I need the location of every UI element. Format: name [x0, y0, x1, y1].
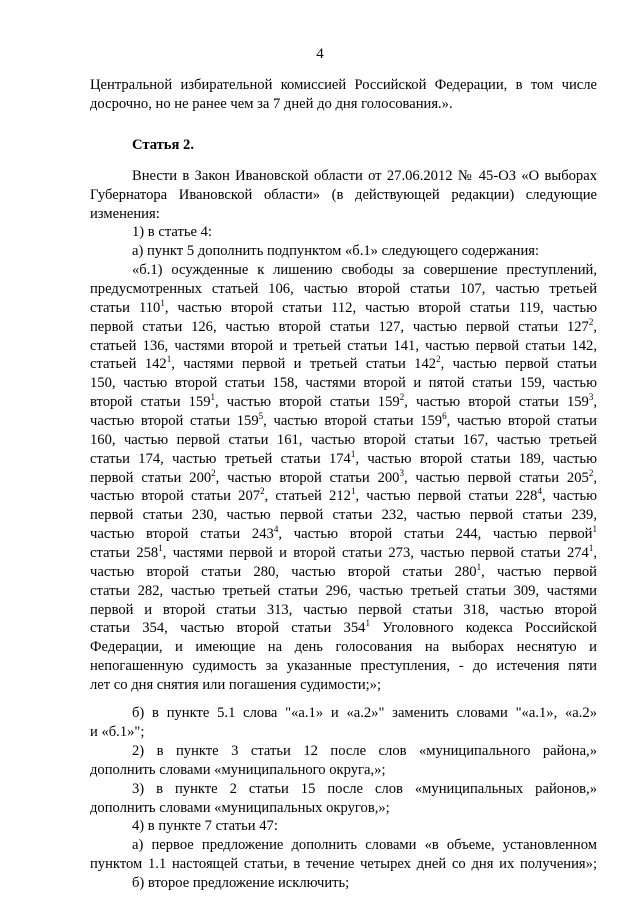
text-line: статьей 136, частями второй и третьей статьи 141, частью первой статьи 142, [90, 338, 597, 354]
text-segment: , [593, 319, 597, 335]
text-line: непогашенную судимость за указанные преступления, - до истечения пяти [90, 658, 597, 674]
superscript: 1 [210, 392, 216, 402]
superscript: 6 [442, 411, 447, 421]
text-line: дополнить словами «муниципального округа,»; [90, 762, 386, 778]
superscript: 3 [399, 468, 404, 478]
text-segment: , частью второй статьи 159 [404, 394, 589, 410]
text-line [90, 562, 597, 582]
text-segment: , частями первой и второй статьи 273, частью первой статьи 274 [162, 545, 589, 561]
superscript: 2 [588, 317, 594, 327]
text-segment: , [593, 470, 597, 486]
text-line [90, 298, 597, 318]
text-segment: частью второй статьи 280, частью второй статьи 280 [90, 564, 477, 580]
superscript: 2 [588, 468, 594, 478]
text-segment: , [593, 394, 597, 410]
text-segment: , частью второй статьи [446, 413, 597, 429]
superscript: 2 [260, 486, 265, 496]
text-line [90, 317, 597, 337]
text-line: б) второе предложение исключить; [132, 875, 350, 891]
text-segment: , частью первой статьи 228 [355, 488, 538, 504]
text-line: 2) в пункте 3 статьи 12 после слов «муниципального района,» [132, 743, 597, 759]
superscript: 1 [350, 486, 356, 496]
superscript: 2 [436, 354, 441, 364]
text-line: 4) в пункте 7 статьи 47: [132, 818, 278, 834]
text-line: Губернатора Ивановской области» (в действующей редакции) следующие [90, 187, 597, 203]
text-segment: , статьей 212 [264, 488, 351, 504]
text-segment: статьи 258 [90, 545, 159, 561]
text-line [90, 618, 597, 638]
text-segment: Уголовного кодекса Российской [369, 620, 597, 636]
superscript: 1 [158, 543, 163, 553]
text-line: изменения: [90, 206, 160, 222]
text-segment: , частью второй статьи 200 [215, 470, 400, 486]
superscript: 1 [592, 524, 597, 534]
text-line [90, 449, 597, 469]
text-line: лет со дня снятия или погашения судимости;»; [90, 677, 382, 693]
superscript: 3 [588, 392, 594, 402]
superscript: 4 [537, 486, 542, 496]
text-segment: , частью второй статьи 159 [263, 413, 443, 429]
text-line: первой и второй статьи 313, частью первой статьи 318, частью второй [90, 602, 597, 618]
text-segment: , частью первой статьи [440, 356, 597, 372]
text-segment: , частью второй статьи 189, частью [355, 451, 597, 467]
text-segment: частью второй статьи 159 [90, 413, 259, 429]
text-line [90, 486, 597, 506]
text-line: 160, частью первой статьи 161, частью второй статьи 167, частью третьей [90, 432, 597, 448]
superscript: 1 [588, 543, 594, 553]
text-segment: первой статьи 200 [90, 470, 212, 486]
superscript: 1 [476, 562, 482, 572]
superscript: 1 [350, 449, 356, 459]
text-line: б) в пункте 5.1 слова "«а.1» и «а.2»" заменить словами "«а.1», «а.2» [132, 705, 597, 721]
text-segment: частью второй статьи 243 [90, 526, 274, 542]
text-segment: статьи 174, частью третьей статьи 174 [90, 451, 351, 467]
superscript: 4 [273, 524, 279, 534]
text-line: предусмотренных статьей 106, частью второй статьи 107, частью третьей [90, 281, 597, 297]
superscript: 5 [258, 411, 264, 421]
text-line: дополнить словами «муниципальных округов,»; [90, 800, 390, 816]
text-line: Центральной избирательной комиссией Российской Федерации, в том числе [90, 77, 597, 93]
text-segment: частью второй статьи 207 [90, 488, 261, 504]
page-number: 4 [316, 46, 324, 62]
text-line: Внести в Закон Ивановской области от 27.06.2012 № 45-ОЗ «О выборах [132, 168, 597, 184]
text-segment: , частью [541, 488, 598, 504]
text-line [90, 468, 597, 488]
superscript: 2 [211, 468, 216, 478]
text-segment: , частями первой и третьей статьи 142 [171, 356, 437, 372]
superscript: 1 [365, 618, 370, 628]
text-segment: статьей 142 [90, 356, 167, 372]
text-segment: , [593, 545, 598, 561]
text-segment: , частью второй статьи 159 [215, 394, 400, 410]
text-line: и «б.1»"; [90, 724, 145, 740]
text-line: 150, частью второй статьи 158, частями второй и пятой статьи 159, частью [90, 375, 597, 391]
superscript: 2 [399, 392, 405, 402]
text-line: статьи 282, частью третьей статьи 296, частью третьей статьи 309, частями [90, 583, 597, 599]
text-segment: , частью второй статьи 244, частью первой [278, 526, 593, 542]
text-segment: , частью первой [481, 564, 597, 580]
text-segment: , частью второй статьи 112, частью второй статьи 119, частью [164, 300, 597, 316]
text-line [90, 411, 597, 431]
text-line: 1) в статье 4: [132, 224, 212, 240]
superscript: 1 [166, 354, 172, 364]
text-line: пунктом 1.1 настоящей статьи, в течение четырех дней со дня их получения»; [90, 856, 597, 872]
text-line: первой статьи 230, частью первой статьи 232, частью первой статьи 239, [90, 507, 597, 523]
text-line [90, 543, 597, 563]
text-line [90, 392, 597, 412]
text-segment: первой статьи 126, частью второй статьи 127, частью первой статьи 127 [90, 319, 589, 335]
text-segment: статьи 354, частью второй статьи 354 [90, 620, 366, 636]
text-line: а) первое предложение дополнить словами «в объеме, установленном [132, 837, 597, 853]
text-line: «б.1) осужденные к лишению свободы за совершение преступлений, [132, 262, 597, 278]
text-segment: , частью первой статьи 205 [403, 470, 589, 486]
article-heading: Статья 2. [132, 137, 194, 153]
text-line: а) пункт 5 дополнить подпунктом «б.1» следующего содержания: [132, 243, 540, 259]
text-line: 3) в пункте 2 статьи 15 после слов «муниципальных районов,» [132, 781, 597, 797]
superscript: 1 [160, 298, 165, 308]
text-segment: статьи 110 [90, 300, 161, 316]
text-line [90, 354, 597, 374]
text-line: досрочно, но не ранее чем за 7 дней до дня голосования.». [90, 96, 453, 112]
text-line: Федерации, и имеющие на день голосования на выборах неснятую и [90, 639, 597, 655]
text-line [90, 524, 597, 544]
text-segment: второй статьи 159 [90, 394, 211, 410]
